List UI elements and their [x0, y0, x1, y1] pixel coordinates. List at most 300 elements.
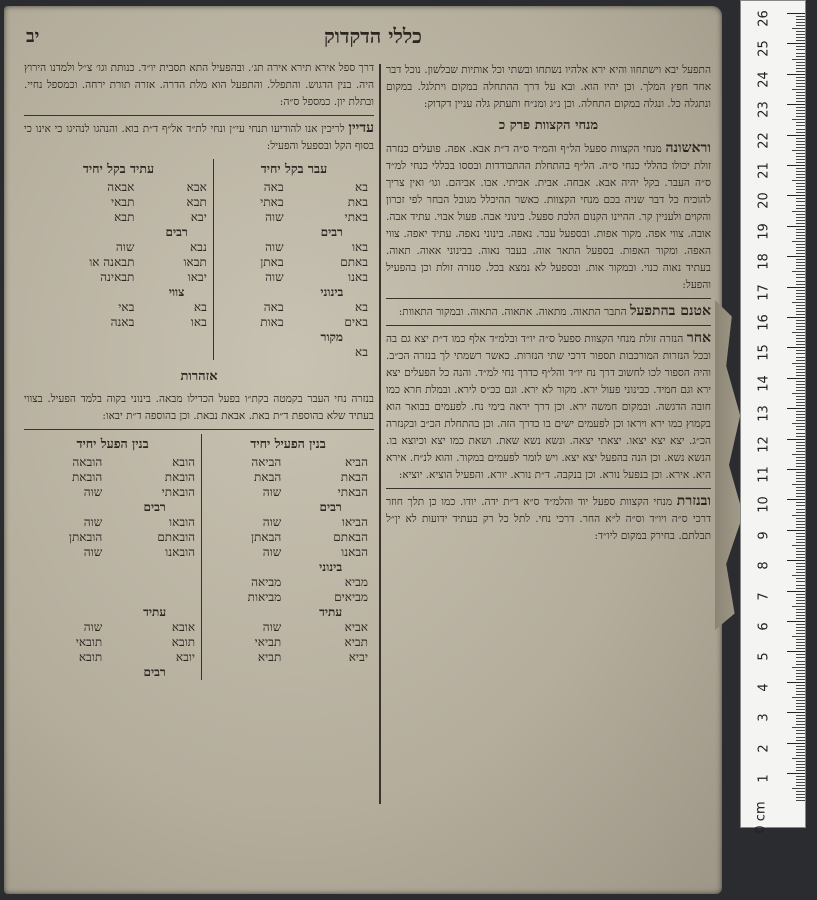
table-cell: מקור — [320, 330, 344, 344]
ruler-minor-tick — [796, 25, 805, 26]
ruler-minor-tick — [796, 654, 805, 655]
ruler-minor-tick — [796, 177, 805, 178]
ruler-minor-tick — [796, 162, 805, 163]
ruler-minor-tick — [796, 19, 805, 20]
paragraph-1 — [386, 140, 711, 294]
table-row — [24, 635, 374, 650]
ruler-minor-tick — [792, 484, 805, 485]
ruler-minor-tick — [796, 755, 805, 756]
ruler-minor-tick — [792, 727, 805, 728]
table-cell: רבים — [165, 225, 188, 239]
ruler-minor-tick — [796, 141, 805, 142]
ruler-minor-tick — [796, 524, 805, 525]
table-cell: בינוני — [320, 285, 344, 299]
table-cell — [202, 500, 288, 515]
ruler-major-tick — [787, 682, 805, 683]
ruler-minor-tick — [796, 350, 805, 351]
ruler-minor-tick — [792, 758, 805, 759]
table-cell: תבאו — [183, 255, 207, 269]
ruler-minor-tick — [796, 259, 805, 260]
rule — [386, 488, 711, 489]
ruler-major-tick — [787, 104, 805, 105]
table-row — [24, 455, 374, 470]
ruler-minor-tick — [796, 557, 805, 558]
ruler-minor-tick — [796, 68, 805, 69]
table-cell: שוה — [202, 545, 288, 560]
ruler-minor-tick — [796, 752, 805, 753]
table-cell: באת — [347, 195, 368, 209]
ruler-minor-tick — [796, 630, 805, 631]
ruler-minor-tick — [796, 156, 805, 157]
ruler-unit-label: 0 cm — [753, 801, 769, 834]
table-cell: באה — [213, 180, 289, 195]
ruler-minor-tick — [796, 110, 805, 111]
ruler-minor-tick — [796, 198, 805, 199]
table-cell: מביאות — [202, 590, 288, 605]
ruler-minor-tick — [796, 466, 805, 467]
ruler-number: 15 — [756, 344, 772, 362]
ruler-minor-tick — [796, 706, 805, 707]
table-cell: הבאנו — [341, 545, 368, 559]
ruler-minor-tick — [796, 737, 805, 738]
ruler-minor-tick — [796, 563, 805, 564]
table-cell: צווי — [168, 285, 185, 299]
ruler-minor-tick — [796, 290, 805, 291]
table-cell: הובאו — [169, 515, 196, 529]
ruler-minor-tick — [796, 496, 805, 497]
table-cell: באנו — [348, 270, 368, 284]
ruler-major-tick — [787, 347, 805, 348]
rule — [24, 429, 374, 430]
ruler-minor-tick — [796, 448, 805, 449]
table-cell — [24, 225, 140, 240]
table-heading-hifil: בנין הפעיל יחיד — [202, 434, 374, 455]
table-cell: שוה — [83, 515, 103, 529]
ruler-minor-tick — [796, 688, 805, 689]
table-heading-hufal: בנין הפעל יחיד — [76, 436, 149, 451]
ruler-minor-tick — [796, 56, 805, 57]
ruler-minor-tick — [796, 664, 805, 665]
ruler-minor-tick — [796, 533, 805, 534]
ruler-minor-tick — [792, 271, 805, 272]
ruler-minor-tick — [796, 168, 805, 169]
ruler-minor-tick — [796, 49, 805, 50]
ruler-minor-tick — [796, 715, 805, 716]
ruler-minor-tick — [796, 326, 805, 327]
table-row — [24, 545, 374, 560]
ruler-major-tick — [787, 712, 805, 713]
table-row — [24, 485, 374, 500]
ruler-minor-tick — [796, 375, 805, 376]
ruler-minor-tick — [796, 83, 805, 84]
left-intro-paragraph: דרך ספל אירא תירא אירה תג׳. ובהפעיל התא תסבית יו״ד. כנותת וגו׳ צ״ל ולמדנו הירוץ היה. בנין הדגוש. והתפלל. והתפעל הוא מלת הדרה. אזרה תורת ירחה. וכמספל נחיי. ובתלת יון. כמספל ס״ה: — [24, 62, 374, 108]
table-cell: שוה — [213, 270, 289, 285]
ruler-minor-tick — [796, 129, 805, 130]
ruler-minor-tick — [796, 594, 805, 595]
ruler-minor-tick — [796, 262, 805, 263]
ruler-minor-tick — [796, 502, 805, 503]
ruler-minor-tick — [796, 603, 805, 604]
ruler-minor-tick — [796, 396, 805, 397]
ruler-minor-tick — [796, 92, 805, 93]
table-cell: תובאי — [75, 635, 103, 649]
ruler-minor-tick — [796, 493, 805, 494]
table-cell: תבאינה — [100, 270, 135, 284]
ruler-minor-tick — [796, 709, 805, 710]
ruler-minor-tick — [792, 211, 805, 212]
ruler-minor-tick — [796, 329, 805, 330]
ruler-minor-tick — [796, 785, 805, 786]
ruler-minor-tick — [796, 250, 805, 251]
ruler-minor-tick — [796, 353, 805, 354]
ruler-minor-tick — [792, 59, 805, 60]
ruler-minor-tick — [796, 642, 805, 643]
ruler-minor-tick — [796, 399, 805, 400]
table-cell: אבאה — [107, 180, 135, 194]
ruler-minor-tick — [796, 578, 805, 579]
ruler-minor-tick — [796, 639, 805, 640]
table-cell: מביא — [344, 575, 368, 589]
running-head — [4, 24, 722, 54]
table-cell: הובאתן — [68, 530, 103, 544]
table-row — [24, 530, 374, 545]
ruler-minor-tick — [796, 749, 805, 750]
ruler-minor-tick — [796, 572, 805, 573]
ruler-minor-tick — [796, 335, 805, 336]
ruler-minor-tick — [796, 189, 805, 190]
ruler-minor-tick — [796, 609, 805, 610]
ruler-minor-tick — [796, 214, 805, 215]
ruler-minor-tick — [796, 360, 805, 361]
ruler-minor-tick — [796, 235, 805, 236]
ruler-minor-tick — [792, 606, 805, 607]
warnings-heading: אזהרות — [180, 369, 218, 384]
ruler-minor-tick — [796, 512, 805, 513]
ruler-number: 3 — [756, 713, 772, 722]
ruler-minor-tick — [796, 615, 805, 616]
ruler-minor-tick — [796, 442, 805, 443]
ruler-minor-tick — [796, 53, 805, 54]
table-cell — [202, 665, 288, 680]
ruler-minor-tick — [796, 341, 805, 342]
ruler-minor-tick — [796, 724, 805, 725]
table-cell: רבים — [319, 500, 342, 514]
table-cell: הבאתן — [202, 530, 288, 545]
ruler-minor-tick — [796, 159, 805, 160]
ruler-minor-tick — [796, 648, 805, 649]
paragraph-2-lead: אטנם בהתפעל — [629, 303, 711, 319]
ruler-number: 10 — [756, 496, 772, 514]
ruler-minor-tick — [796, 685, 805, 686]
ruler-major-tick — [787, 165, 805, 166]
paragraph-3 — [386, 330, 711, 484]
table-row — [24, 240, 374, 255]
ruler-minor-tick — [796, 22, 805, 23]
ruler-minor-tick — [796, 65, 805, 66]
table-cell — [213, 330, 289, 345]
ruler-minor-tick — [796, 527, 805, 528]
table-row — [24, 330, 374, 345]
ruler-minor-tick — [792, 150, 805, 151]
table-cell: מביאה — [202, 575, 288, 590]
paragraph-4-lead: ובנזרת — [676, 493, 711, 509]
ruler-minor-tick — [796, 433, 805, 434]
ruler-minor-tick — [796, 761, 805, 762]
ruler-minor-tick — [792, 545, 805, 546]
ruler-minor-tick — [796, 597, 805, 598]
ruler-minor-tick — [796, 417, 805, 418]
paragraph-4-text: מנחי הקצוות ספעל יוד והלמ״ד ס״א ד״ת ידה. יודו. כמו כן תלך חוזר דרכי ס״ה ויו״ד וס״ה ל״א החר. דרכי נחי. לתל כל רק בעתיד ידועות לא ין״ל תבלתם. בחירק במקום ליו״ד: — [386, 496, 711, 542]
ruler-minor-tick — [796, 733, 805, 734]
table-cell: בינוני — [319, 560, 343, 574]
table-row — [24, 285, 374, 300]
ruler-minor-tick — [796, 794, 805, 795]
ruler-minor-tick — [796, 463, 805, 464]
table-cell: רבים — [143, 500, 166, 514]
torn-page-edge — [715, 300, 743, 630]
ruler-minor-tick — [796, 551, 805, 552]
ruler-number: 23 — [756, 101, 772, 118]
table-cell — [24, 590, 108, 605]
table-cell — [213, 345, 289, 360]
ruler-minor-tick — [796, 308, 805, 309]
ruler-minor-tick — [792, 515, 805, 516]
ruler-minor-tick — [796, 37, 805, 38]
paragraph-1-lead: וראשונה — [665, 140, 711, 156]
table-cell: עתיד — [319, 605, 343, 619]
ruler-minor-tick — [796, 542, 805, 543]
ruler-minor-tick — [792, 697, 805, 698]
ruler-minor-tick — [796, 509, 805, 510]
ruler-minor-tick — [796, 770, 805, 771]
ruler-minor-tick — [792, 28, 805, 29]
ruler-minor-tick — [796, 478, 805, 479]
ruler-minor-tick — [796, 518, 805, 519]
table-cell: הבאתי — [337, 485, 368, 499]
ruler-minor-tick — [796, 746, 805, 747]
table-cell: הובאת — [71, 470, 103, 484]
ruler-minor-tick — [792, 575, 805, 576]
table-cell — [24, 330, 140, 345]
table-cell: הובאתם — [157, 530, 196, 544]
ruler-minor-tick — [792, 302, 805, 303]
ruler-minor-tick — [796, 208, 805, 209]
ruler-minor-tick — [796, 174, 805, 175]
ruler-minor-tick — [796, 472, 805, 473]
ruler-minor-tick — [796, 436, 805, 437]
ruler-minor-tick — [796, 402, 805, 403]
ruler-minor-tick — [796, 548, 805, 549]
table-cell: שוה — [202, 620, 288, 635]
paradigm-table-hifil — [24, 434, 374, 680]
table-row — [24, 515, 374, 530]
table-cell: אביא — [344, 620, 368, 634]
table-row — [24, 560, 374, 575]
ruler-minor-tick — [796, 718, 805, 719]
ruler-minor-tick — [796, 305, 805, 306]
note-paragraph — [24, 120, 374, 155]
ruler-minor-tick — [796, 730, 805, 731]
ruler-minor-tick — [796, 405, 805, 406]
rule — [386, 325, 711, 326]
ruler-minor-tick — [796, 220, 805, 221]
table-cell: רבים — [320, 225, 343, 239]
table-cell: יובא — [175, 650, 196, 664]
ruler-major-tick — [787, 439, 805, 440]
ruler-major-tick — [787, 530, 805, 531]
ruler-minor-tick — [796, 740, 805, 741]
table-cell: שוה — [213, 210, 289, 225]
ruler-minor-tick — [796, 521, 805, 522]
table-cell: באנה — [110, 315, 135, 329]
ruler-minor-tick — [796, 673, 805, 674]
table-cell: באות — [213, 315, 289, 330]
table-cell: בא — [355, 180, 368, 194]
table-cell: שוה — [202, 515, 288, 530]
paragraph-1-text: מנחי הקצוות ספעל הל״ף והמ״ד ס״ה ד״ת אבא. אפה. פועלים כנזרה זולת יכולו כהללי כנחי ס״ה. הל״ף בהתחלת ההתבודדות ובססו בכללי כנחי למ״ד ס״ה העבר. בקל יהיה אבא. אבחה. אבית. אביתי. אבו. אביהם. וגו׳ ואין צריך להוכיח כל דבר שניה בכם מנחי הקצוות. כאשר ההיכלל מגובל הבחר לפי זכרון והקוים ולעניין קר. ההיינו הקנום הלכת ספעל. בינוני אבה. פעול אבוי. עתיד אבה. אובה. צווי אפה. מקור אפות. ובספעל עבר. נאפה. בינוני נאפה. עתיד יאפה. צווי האפה. ומקור האפות. בספעל התאר אוה. בעבר נאוה. בבינוני אאוה. תאוה. בעתיד נאוה כנוי. ובמקור אות. ובספעל לא נמצא בכל. סנזרה זולת וכן בהפעיל והפעל: — [386, 143, 711, 291]
paragraph-2-text: התבר התאוה. מתאוה. אתאוה. התאוה. ובמקור התאוות: — [398, 306, 627, 318]
ruler-minor-tick — [796, 314, 805, 315]
table-cell: הבאתם — [333, 530, 368, 544]
table-cell: יביא — [348, 650, 368, 664]
ruler-minor-tick — [796, 627, 805, 628]
ruler-minor-tick — [796, 390, 805, 391]
ruler-minor-tick — [796, 183, 805, 184]
ruler-minor-tick — [796, 232, 805, 233]
ruler-minor-tick — [796, 80, 805, 81]
table-cell: בא — [355, 300, 368, 314]
ruler-minor-tick — [796, 676, 805, 677]
column-divider — [379, 64, 381, 804]
ruler-minor-tick — [796, 411, 805, 412]
table-cell: הובאתי — [161, 485, 196, 499]
table-cell: אבא — [186, 180, 207, 194]
ruler-minor-tick — [796, 16, 805, 17]
ruler-number: 20 — [756, 192, 772, 210]
table-cell: יבא — [190, 210, 207, 224]
ruler-major-tick — [787, 560, 805, 561]
ruler-minor-tick — [796, 268, 805, 269]
table-cell: רבים — [143, 665, 166, 679]
table-cell: הביאה — [202, 455, 288, 470]
table-row — [24, 470, 374, 485]
ruler-minor-tick — [796, 645, 805, 646]
ruler-minor-tick — [796, 320, 805, 321]
ruler-minor-tick — [796, 357, 805, 358]
ruler-number: 17 — [756, 283, 772, 301]
ruler-minor-tick — [796, 694, 805, 695]
table-cell — [202, 560, 288, 575]
ruler-minor-tick — [792, 363, 805, 364]
ruler-minor-tick — [796, 536, 805, 537]
ruler-minor-tick — [796, 281, 805, 282]
ruler-number: 26 — [756, 10, 772, 27]
ruler-minor-tick — [796, 569, 805, 570]
ruler-minor-tick — [796, 274, 805, 275]
ruler-minor-tick — [796, 600, 805, 601]
table-cell: נבא — [189, 240, 207, 254]
ruler-minor-tick — [796, 138, 805, 139]
ruler-minor-tick — [796, 253, 805, 254]
ruler-minor-tick — [796, 539, 805, 540]
table-cell: הובאת — [164, 470, 196, 484]
ruler-minor-tick — [796, 171, 805, 172]
ruler-minor-tick — [796, 800, 805, 801]
ruler-minor-tick — [796, 691, 805, 692]
table-cell: באתי — [344, 210, 368, 224]
ruler-minor-tick — [796, 46, 805, 47]
ruler-minor-tick — [796, 223, 805, 224]
ruler-major-tick — [787, 743, 805, 744]
table-cell: מביאים — [334, 590, 368, 604]
ruler-minor-tick — [796, 107, 805, 108]
ruler-minor-tick — [792, 332, 805, 333]
ruler-minor-tick — [796, 277, 805, 278]
table-cell: באתם — [340, 255, 368, 269]
table-cell: באים — [344, 315, 368, 329]
ruler-major-tick — [787, 469, 805, 470]
table-cell — [202, 605, 288, 620]
ruler-major-tick — [787, 591, 805, 592]
table-cell: תבא — [186, 195, 207, 209]
ruler-minor-tick — [792, 180, 805, 181]
table-cell: שוה — [83, 620, 103, 634]
table-cell: בא — [355, 345, 368, 359]
ruler-minor-tick — [796, 125, 805, 126]
ruler-major-tick — [787, 74, 805, 75]
ruler-major-tick — [787, 499, 805, 500]
ruler-minor-tick — [796, 62, 805, 63]
ruler-number: 9 — [756, 531, 772, 540]
warnings-paragraph: בנזרה נחי העבר בקמטה בקת״ו בפעל הכדילו מבאה. בינוני בקוה בלמד הפעיל. בצווי בעתיד שלא בהוספת ד״ת באת. אבאת נבאת. וכן בהוספה ד״ת יבאו: — [24, 393, 374, 422]
ruler-minor-tick — [796, 284, 805, 285]
ruler-minor-tick — [796, 311, 805, 312]
ruler-minor-tick — [796, 265, 805, 266]
ruler-number: 21 — [756, 162, 772, 179]
ruler-minor-tick — [796, 612, 805, 613]
ruler-minor-tick — [796, 153, 805, 154]
ruler-minor-tick — [796, 144, 805, 145]
ruler-number: 8 — [756, 561, 772, 570]
table-cell: הובאנו — [165, 545, 196, 559]
table-cell: תביאי — [202, 635, 288, 650]
table-cell — [140, 330, 213, 345]
ruler-number: 19 — [756, 223, 772, 240]
ruler-major-tick — [787, 43, 805, 44]
ruler-minor-tick — [796, 98, 805, 99]
ruler-number: 7 — [756, 591, 772, 601]
table-cell: יבאו — [187, 270, 207, 284]
ruler-minor-tick — [796, 457, 805, 458]
ruler-minor-tick — [796, 244, 805, 245]
ruler-minor-tick — [792, 788, 805, 789]
ruler-minor-tick — [796, 791, 805, 792]
table-cell: הבאת — [340, 470, 368, 484]
ruler-minor-tick — [796, 661, 805, 662]
table-row — [24, 315, 374, 330]
ruler-minor-tick — [792, 119, 805, 120]
ruler-minor-tick — [796, 429, 805, 430]
ruler-minor-tick — [796, 721, 805, 722]
ruler-major-tick — [787, 773, 805, 774]
table-cell — [213, 225, 289, 240]
ruler-major-tick — [787, 408, 805, 409]
ruler-minor-tick — [796, 420, 805, 421]
table-row — [24, 225, 374, 240]
ruler-minor-tick — [796, 95, 805, 96]
rule — [24, 115, 374, 116]
table-row — [24, 270, 374, 285]
